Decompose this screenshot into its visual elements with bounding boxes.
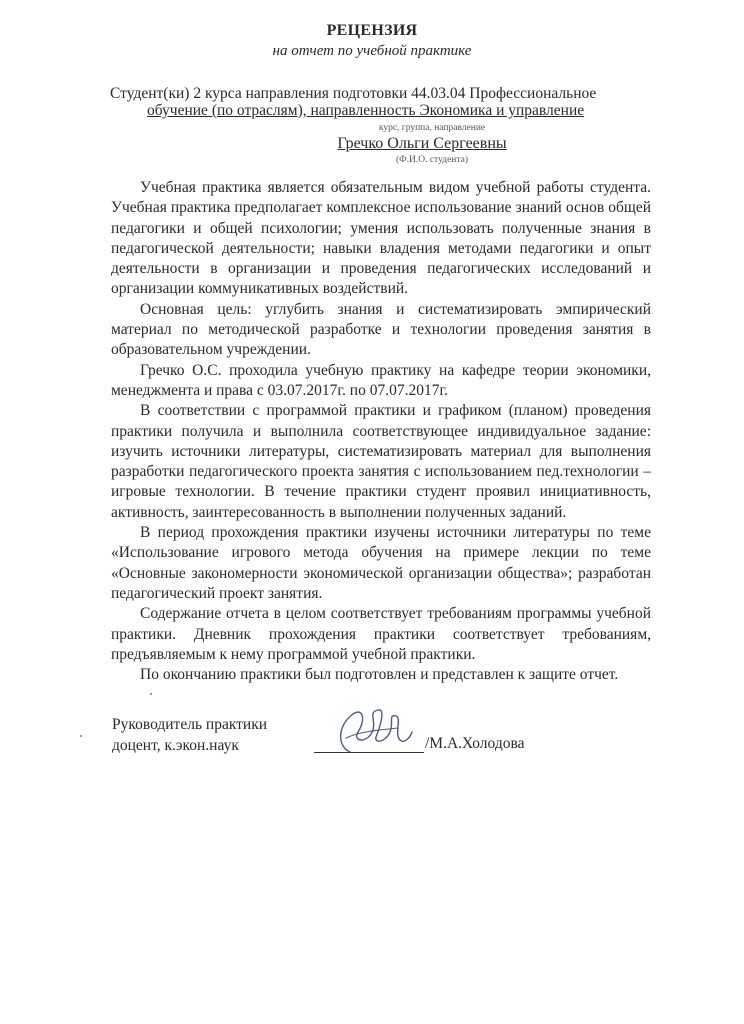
document-subtitle: на отчет по учебной практике [272, 43, 472, 59]
scan-speck [150, 693, 152, 695]
name-caption: (Ф.И.О. студента) [395, 155, 469, 165]
paragraph: Гречко О.С. проходила учебную практику на кафедре теории экономики, менеджмента и права с 03.07.2017г. по 07.07.2017г. [111, 361, 651, 399]
handwritten-signature [328, 702, 418, 762]
paragraph: В соответствии с программой практики и графиком (планом) проведения практики получила и выполнила соответствующее индивидуальное задание: изучить источники литературы, систематизировать материал для выполнения разработки педагогического проекта занятия с использованием пед.технологии – игровые технологии. В течение практики студент проявил инициативность, активность, заинтересованность в выполнении полученных заданий. [111, 402, 651, 521]
document-title: РЕЦЕНЗИЯ [326, 22, 418, 39]
paragraph: В период прохождения практики изучены источники литературы по теме «Использование игрового метода обучения на примере лекции по теме «Основные закономерности экономической организации общества»; разработан педагогический проект занятия. [111, 524, 651, 602]
supervisor-degree: доцент, к.экон.наук [112, 737, 239, 754]
paragraph: Содержание отчета в целом соответствует требованиям программы учебной практики. Дневник прохождения практики соответствует требованиям, предъявляемым к нему программой учебной практики. [111, 605, 651, 663]
paragraph: По окончанию практики был подготовлен и представлен к защите отчет. [140, 666, 619, 684]
student-info-line-2: обучение (по отраслям), направленность Экономика и управление [147, 102, 585, 119]
supervisor-role: Руководитель практики [112, 716, 268, 733]
review-body [111, 178, 651, 685]
student-info-line-1: Студент(ки) 2 курса направления подготовки 44.03.04 Профессиональное [110, 85, 597, 102]
paragraph: Основная цель: углубить знания и систематизировать эмпирический материал по методической разработке и технологии проведения занятия в образовательном учреждении. [111, 300, 651, 359]
scan-speck [80, 735, 82, 737]
supervisor-name: /М.А.Холодова [425, 735, 525, 752]
course-caption: курс, группа, направление [378, 123, 486, 133]
paragraph: Учебная практика является обязательным видом учебной работы студента. Учебная практика предполагает комплексное использование знаний основ общей педагогики и общей психологии; умения использовать полученные знания в педагогической деятельности; навыки владения методами педагогики и опыт деятельности в организации и проведения педагогических исследований и организации коммуникативных воздействий. [111, 179, 651, 298]
student-name: Гречко Ольги Сергеевны [337, 135, 507, 152]
